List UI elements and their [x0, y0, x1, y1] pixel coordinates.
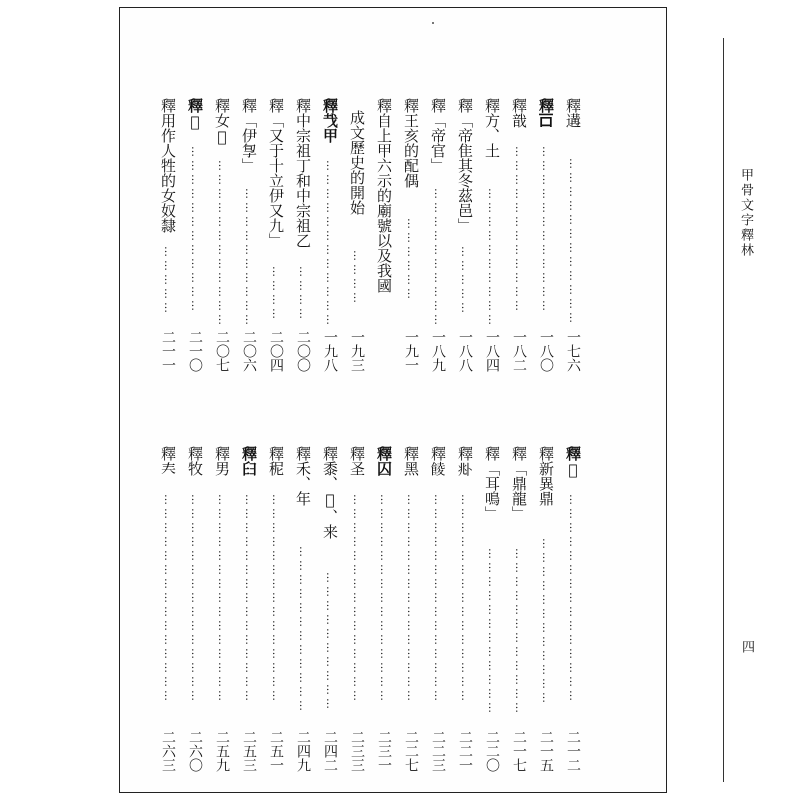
dot-leader: ………………………………: [540, 538, 553, 706]
entry-page: 二一五: [538, 730, 554, 772]
entry-page: 二〇七: [214, 330, 230, 372]
entry-title: 釋圣: [348, 446, 366, 476]
dot-leader: …………: [351, 250, 364, 306]
entry-page: 二四二: [322, 730, 338, 772]
dot-leader: ………………………………: [297, 546, 310, 714]
entry-page: 二三三: [349, 730, 365, 772]
toc-entry[interactable]: [236, 446, 262, 786]
dot-leader: ………………………………………: [351, 494, 364, 704]
toc-entry[interactable]: [560, 98, 586, 398]
dot-leader: …………: [297, 266, 310, 322]
dot-leader: ………………………………: [324, 160, 337, 328]
dot-leader: ………………………………………: [189, 494, 202, 704]
page-number: 四: [739, 640, 754, 653]
entry-title: 釋方、土: [483, 98, 501, 158]
entry-page: 一九三: [349, 330, 365, 372]
entry-page: 一七六: [565, 330, 581, 372]
dot-leader: …………………………: [324, 572, 337, 712]
toc-entry[interactable]: [263, 98, 289, 398]
entry-title: 釋禾、年: [294, 446, 312, 506]
dot-leader: ………………………………: [486, 548, 499, 716]
entry-page: 二一一: [160, 330, 176, 372]
dot-leader: ………………………………: [189, 146, 202, 314]
toc-entry[interactable]: [452, 98, 478, 398]
dot-leader: ………………………………: [540, 146, 553, 314]
header-divider: [723, 38, 724, 782]
entry-title: 釋黍、𪉕、来: [321, 446, 339, 539]
entry-title: 釋遘: [564, 98, 582, 128]
entry-page: 二四九: [295, 730, 311, 772]
dot-leader: ………………………………: [513, 146, 526, 314]
book-page: [119, 7, 754, 793]
toc-entry[interactable]: [398, 98, 424, 398]
entry-page: 一九一: [403, 330, 419, 372]
entry-title: 成文歷史的開始: [348, 110, 366, 215]
dot-leader: ………………………………………: [270, 494, 283, 704]
dot-leader: ………………………………………: [216, 494, 229, 704]
toc-entry[interactable]: [425, 446, 451, 786]
toc-entry[interactable]: [344, 446, 370, 786]
entry-page: 二六〇: [187, 730, 203, 772]
entry-page: 二五九: [214, 730, 230, 772]
toc-entry[interactable]: [371, 98, 397, 398]
dot-leader: ………………………………………: [405, 494, 418, 704]
entry-page: 二〇〇: [295, 330, 311, 372]
toc-entry[interactable]: [290, 446, 316, 786]
entry-title: 釋新異鼎: [537, 446, 555, 506]
entry-title: 釋「耳鳴」: [483, 446, 501, 521]
entry-page: 二〇四: [268, 330, 284, 372]
toc-entry[interactable]: [155, 446, 181, 786]
entry-page: 二二一: [457, 730, 473, 772]
dot-leader: …………………………: [432, 188, 445, 328]
dot-leader: ……………: [459, 246, 472, 316]
dot-leader: ………………………………: [567, 158, 580, 326]
toc-entry[interactable]: [236, 98, 262, 398]
entry-title: 釋「鼎龍」: [510, 446, 528, 521]
entry-title: 釋𢦏甲: [321, 98, 339, 143]
toc-entry[interactable]: [317, 446, 343, 786]
toc-entry[interactable]: [209, 446, 235, 786]
entry-title: 釋女𡛣: [213, 98, 231, 146]
dot-leader: ………………………………………: [459, 494, 472, 704]
entry-title: 釋男: [213, 446, 231, 476]
entry-title: 釋秜: [267, 446, 285, 476]
entry-page: 二一〇: [187, 330, 203, 372]
entry-title: 釋中宗祖丁和中宗祖乙: [294, 98, 312, 248]
dot-leader: ………………………………………: [162, 494, 175, 704]
entry-title: 釋𠮛: [537, 98, 555, 128]
entry-title: 釋「伊㝁」: [240, 98, 258, 173]
dot-leader: ………………: [405, 218, 418, 302]
toc-entry[interactable]: [452, 446, 478, 786]
dot-leader: …………………………: [486, 188, 499, 328]
entry-page: 二五三: [241, 730, 257, 772]
toc-entry[interactable]: [182, 98, 208, 398]
dot-leader: ………………………………………: [243, 494, 256, 704]
toc-entry[interactable]: [479, 98, 505, 398]
entry-page: 一八二: [511, 330, 527, 372]
toc-entry[interactable]: [155, 98, 181, 398]
toc-entry[interactable]: [479, 446, 505, 786]
entry-title: 釋戠: [510, 98, 528, 128]
book-title: 甲骨文字釋林: [738, 168, 753, 258]
entry-page: 二一二: [565, 730, 581, 772]
toc-entry[interactable]: [425, 98, 451, 398]
entry-page: 二五一: [268, 730, 284, 772]
entry-page: 一八九: [430, 330, 446, 372]
entry-title: 釋囚: [375, 446, 393, 476]
dot-leader: ………………………………………: [432, 494, 445, 704]
entry-page: 一九八: [322, 330, 338, 372]
entry-title: 釋𦥑: [240, 446, 258, 476]
dot-leader: ………………………………………: [378, 494, 391, 704]
entry-title: 釋𩜁: [429, 446, 447, 476]
toc-entry[interactable]: [344, 110, 370, 398]
toc-entry[interactable]: [317, 98, 343, 398]
print-mark: [432, 22, 434, 24]
entry-page: 二六三: [160, 730, 176, 772]
entry-title: 釋「又于十立伊又九」: [267, 98, 285, 248]
entry-title: 釋牧: [186, 446, 204, 476]
toc-entry[interactable]: [506, 446, 532, 786]
entry-title: 釋黑: [402, 446, 420, 476]
entry-title: 釋𡚬: [186, 98, 204, 131]
dot-leader: …………: [270, 266, 283, 322]
entry-title: 釋𡚤: [564, 446, 582, 479]
entry-title: 釋「帝隹其冬茲邑」: [456, 98, 474, 233]
dot-leader: ………………………………: [216, 160, 229, 328]
toc-entry[interactable]: [182, 446, 208, 786]
dot-leader: ………………………………: [513, 548, 526, 716]
entry-title: 釋自上甲六示的廟號以及我國: [375, 98, 393, 293]
entry-page: 二二〇: [484, 730, 500, 772]
entry-title: 釋𠧞: [456, 446, 474, 476]
toc-entry[interactable]: [560, 446, 586, 786]
entry-page: 二二七: [403, 730, 419, 772]
entry-page: 二二三: [430, 730, 446, 772]
toc-entry[interactable]: [290, 98, 316, 398]
toc-entry[interactable]: [398, 446, 424, 786]
entry-title: 釋王亥的配偶: [402, 98, 420, 188]
toc-entry[interactable]: [533, 446, 559, 786]
toc-entry[interactable]: [263, 446, 289, 786]
toc-entry[interactable]: [371, 446, 397, 786]
dot-leader: ……………: [162, 246, 175, 316]
entry-page: 一八〇: [538, 330, 554, 372]
entry-page: 一八八: [457, 330, 473, 372]
entry-page: 一八四: [484, 330, 500, 372]
toc-entry[interactable]: [209, 98, 235, 398]
toc-entry[interactable]: [506, 98, 532, 398]
entry-page: 二一七: [511, 730, 527, 772]
entry-page: 二三一: [376, 730, 392, 772]
entry-page: 二〇六: [241, 330, 257, 372]
entry-title: 釋用作人牲的女奴隸: [159, 98, 177, 233]
entry-title: 釋𡗗: [159, 446, 177, 476]
toc-entry[interactable]: [533, 98, 559, 398]
dot-leader: ………………………………………: [567, 494, 580, 704]
entry-title: 釋「帝官」: [429, 98, 447, 173]
dot-leader: …………………………: [243, 188, 256, 328]
